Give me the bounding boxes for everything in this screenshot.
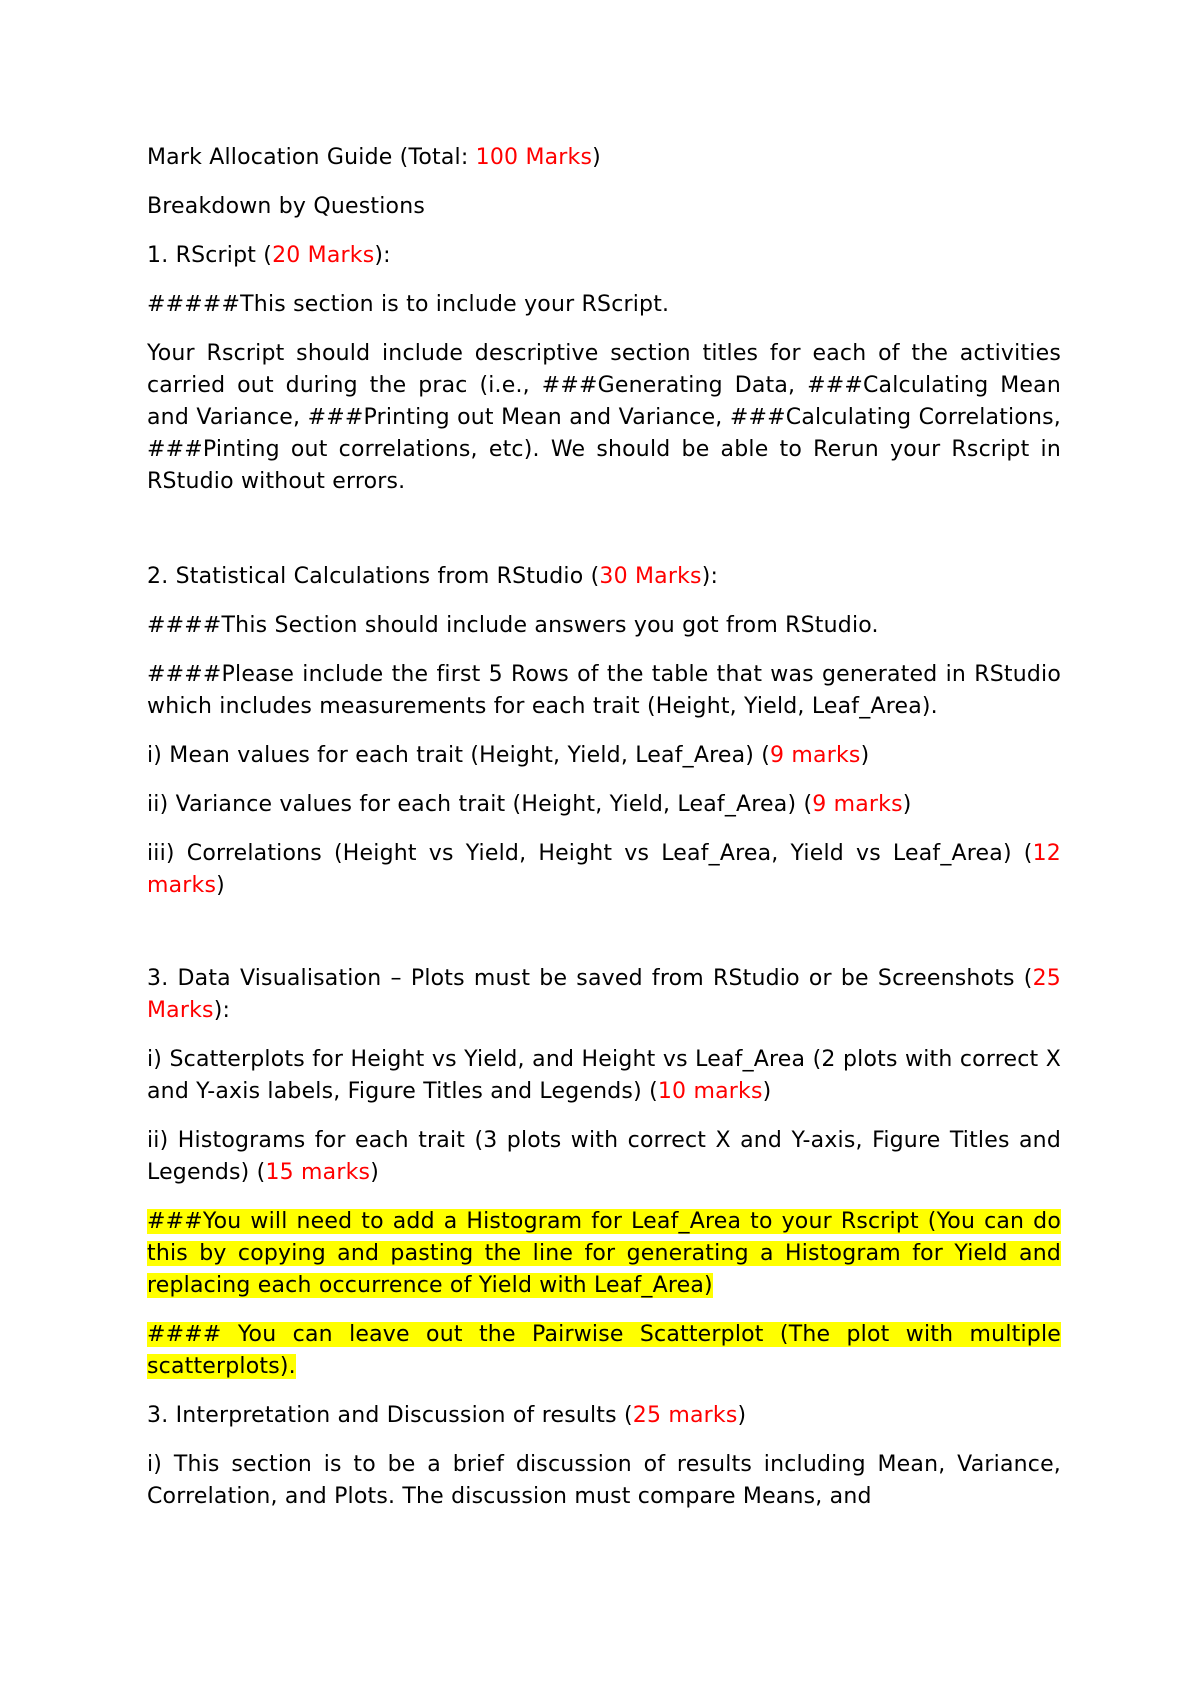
q2-item-ii: ii) Variance values for each trait (Height, Yield, Leaf_Area) (9 marks) <box>147 792 912 817</box>
q3-item-ii: ii) Histograms for each trait (3 plots with correct X and Y-axis, Figure Titles and Legends) (15 marks) <box>147 1128 1061 1185</box>
q3-marks: 25 Marks <box>147 966 1061 1023</box>
q1-note: #####This section is to include your RScript. <box>147 292 670 317</box>
q4-marks: 25 marks <box>632 1403 738 1428</box>
q2-marks: 30 Marks <box>599 564 702 589</box>
q3-highlight-note-1: ###You will need to add a Histogram for Leaf_Area to your Rscript (You can do this by copying and pasting the line for generating a Histogram for Yield and replacing each occurrence of Yield with Leaf_Area) <box>147 1209 1061 1298</box>
total-marks: 100 Marks <box>475 145 593 170</box>
q2-item-iii-marks: 12 marks <box>147 841 1061 898</box>
q2-heading: 2. Statistical Calculations from RStudio (30 Marks): <box>147 564 719 589</box>
q1-body: Your Rscript should include descriptive section titles for each of the activities carried out during the prac (i.e., ###Generating Data, ###Calculating Mean and Variance, ###Printing out Mean and Variance, ###Calculating Correlations, ###Pinting out correlations, etc). We should be able to Rerun your Rscript in RStudio without errors. <box>147 341 1061 494</box>
q2-item-iii: iii) Correlations (Height vs Yield, Height vs Leaf_Area, Yield vs Leaf_Area) (12 marks) <box>147 841 1061 898</box>
q2-item-i: i) Mean values for each trait (Height, Yield, Leaf_Area) (9 marks) <box>147 743 870 768</box>
q3-item-i: i) Scatterplots for Height vs Yield, and Height vs Leaf_Area (2 plots with correct X and Y-axis labels, Figure Titles and Legends) (10 marks) <box>147 1047 1061 1104</box>
q2-item-ii-marks: 9 marks <box>812 792 903 817</box>
q4-heading: 3. Interpretation and Discussion of results (25 marks) <box>147 1403 747 1428</box>
breakdown-heading: Breakdown by Questions <box>147 194 426 219</box>
q1-heading: 1. RScript (20 Marks): <box>147 243 391 268</box>
q1-marks: 20 Marks <box>272 243 375 268</box>
q3-item-ii-marks: 15 marks <box>265 1160 371 1185</box>
q3-heading: 3. Data Visualisation – Plots must be saved from RStudio or be Screenshots (25 Marks): <box>147 966 1061 1023</box>
document-title: Mark Allocation Guide (Total: 100 Marks) <box>147 145 601 170</box>
q3-highlight-note-2: #### You can leave out the Pairwise Scatterplot (The plot with multiple scatterplots). <box>147 1322 1061 1379</box>
q2-item-i-marks: 9 marks <box>770 743 861 768</box>
q4-item-i: i) This section is to be a brief discussion of results including Mean, Variance, Correlation, and Plots. The discussion must compare Means, and <box>147 1452 1061 1509</box>
q2-note-1: ####This Section should include answers you got from RStudio. <box>147 613 879 638</box>
q3-item-i-marks: 10 marks <box>657 1079 763 1104</box>
q2-note-2: ####Please include the first 5 Rows of the table that was generated in RStudio which includes measurements for each trait (Height, Yield, Leaf_Area). <box>147 662 1061 719</box>
